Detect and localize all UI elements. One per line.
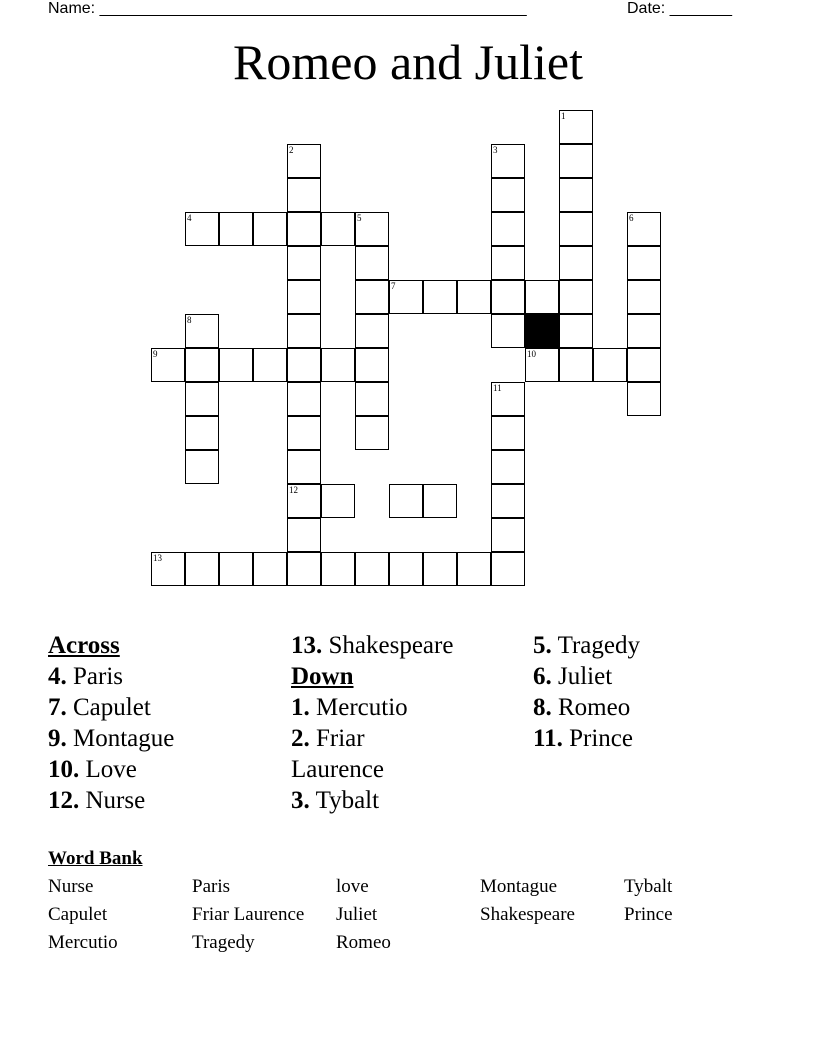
grid-cell[interactable] bbox=[491, 246, 525, 280]
clue-number: 6 bbox=[629, 213, 634, 223]
date-field-label: Date: _______ bbox=[627, 0, 732, 17]
word-bank-item: Capulet bbox=[48, 904, 108, 925]
word-bank-item: Shakespeare bbox=[480, 904, 575, 925]
clue-number: 7 bbox=[391, 281, 396, 291]
clue-across-7: 7. Capulet bbox=[48, 694, 151, 721]
grid-cell[interactable] bbox=[491, 212, 525, 246]
grid-cell[interactable] bbox=[185, 348, 219, 382]
word-bank-item: Mercutio bbox=[48, 932, 118, 953]
grid-cell[interactable] bbox=[219, 348, 253, 382]
grid-cell[interactable] bbox=[287, 144, 321, 178]
clue-number: 4 bbox=[187, 213, 192, 223]
word-bank bbox=[48, 875, 768, 965]
grid-cell[interactable] bbox=[491, 382, 525, 416]
grid-cell[interactable] bbox=[253, 212, 287, 246]
grid-cell[interactable] bbox=[491, 552, 525, 586]
grid-cell[interactable] bbox=[287, 416, 321, 450]
word-bank-item: Romeo bbox=[336, 932, 391, 953]
grid-cell[interactable] bbox=[185, 552, 219, 586]
word-bank-item: Friar Laurence bbox=[192, 904, 305, 925]
grid-cell[interactable] bbox=[559, 144, 593, 178]
clues-column-3 bbox=[533, 630, 768, 754]
grid-cell[interactable] bbox=[627, 280, 661, 314]
grid-cell[interactable] bbox=[287, 314, 321, 348]
clue-down-6: 6. Juliet bbox=[533, 663, 613, 690]
grid-cell[interactable] bbox=[559, 178, 593, 212]
grid-cell[interactable] bbox=[491, 518, 525, 552]
grid-cell[interactable] bbox=[627, 382, 661, 416]
clues-column-1 bbox=[48, 630, 283, 816]
grid-cell[interactable] bbox=[389, 552, 423, 586]
word-bank-item: Juliet bbox=[336, 904, 378, 925]
grid-cell[interactable] bbox=[559, 212, 593, 246]
grid-cell[interactable] bbox=[321, 484, 355, 518]
clue-down-11: 11. Prince bbox=[533, 725, 633, 752]
word-bank-title: Word Bank bbox=[48, 848, 143, 869]
grid-cell[interactable] bbox=[627, 246, 661, 280]
clue-down-5: 5. Tragedy bbox=[533, 632, 640, 659]
word-bank-item: love bbox=[336, 876, 369, 897]
grid-cell[interactable] bbox=[491, 450, 525, 484]
clue-down-1: 1. Mercutio bbox=[291, 694, 408, 721]
grid-cell[interactable] bbox=[253, 552, 287, 586]
grid-cell[interactable] bbox=[355, 246, 389, 280]
grid-cell[interactable] bbox=[287, 280, 321, 314]
clue-number: 9 bbox=[153, 349, 158, 359]
grid-cell[interactable] bbox=[627, 212, 661, 246]
clue-number: 12 bbox=[289, 485, 298, 495]
grid-cell[interactable] bbox=[491, 178, 525, 212]
grid-cell[interactable] bbox=[559, 280, 593, 314]
grid-cell[interactable] bbox=[389, 280, 423, 314]
grid-cell[interactable] bbox=[219, 212, 253, 246]
grid-cell[interactable] bbox=[491, 416, 525, 450]
grid-cell[interactable] bbox=[355, 416, 389, 450]
grid-cell[interactable] bbox=[355, 552, 389, 586]
clue-number: 8 bbox=[187, 315, 192, 325]
grid-cell[interactable] bbox=[287, 382, 321, 416]
grid-cell[interactable] bbox=[287, 246, 321, 280]
clue-across-4: 4. Paris bbox=[48, 663, 123, 690]
grid-cell[interactable] bbox=[559, 314, 593, 348]
grid-cell[interactable] bbox=[423, 280, 457, 314]
grid-cell[interactable] bbox=[525, 348, 559, 382]
grid-cell[interactable] bbox=[287, 518, 321, 552]
grid-cell[interactable] bbox=[559, 110, 593, 144]
word-bank-item: Prince bbox=[624, 904, 673, 925]
grid-cell[interactable] bbox=[457, 280, 491, 314]
grid-cell[interactable] bbox=[355, 212, 389, 246]
word-bank-item: Paris bbox=[192, 876, 230, 897]
grid-cell[interactable] bbox=[185, 382, 219, 416]
down-heading: Down bbox=[291, 663, 354, 690]
grid-cell[interactable] bbox=[355, 314, 389, 348]
grid-cell[interactable] bbox=[491, 144, 525, 178]
grid-cell[interactable] bbox=[321, 212, 355, 246]
clue-number: 1 bbox=[561, 111, 566, 121]
clue-down-2: 2. Friar Laurence bbox=[291, 725, 384, 783]
clue-number: 5 bbox=[357, 213, 362, 223]
clue-across-10: 10. Love bbox=[48, 756, 137, 783]
grid-cell[interactable] bbox=[491, 314, 525, 348]
grid-cell[interactable] bbox=[355, 382, 389, 416]
grid-cell[interactable] bbox=[593, 348, 627, 382]
clue-across-12: 12. Nurse bbox=[48, 787, 146, 814]
grid-cell[interactable] bbox=[559, 348, 593, 382]
grid-cell[interactable] bbox=[491, 280, 525, 314]
black-cell bbox=[525, 314, 559, 348]
grid-cell[interactable] bbox=[185, 450, 219, 484]
grid-cell[interactable] bbox=[389, 484, 423, 518]
page-title: Romeo and Juliet bbox=[233, 34, 583, 90]
word-bank-item: Montague bbox=[480, 876, 558, 897]
grid-cell[interactable] bbox=[559, 246, 593, 280]
grid-cell[interactable] bbox=[491, 484, 525, 518]
grid-cell[interactable] bbox=[457, 552, 491, 586]
grid-cell[interactable] bbox=[355, 280, 389, 314]
grid-cell[interactable] bbox=[151, 348, 185, 382]
grid-cell[interactable] bbox=[355, 348, 389, 382]
clue-across-9: 9. Montague bbox=[48, 725, 175, 752]
word-bank-item: Nurse bbox=[48, 876, 94, 897]
clue-number: 3 bbox=[493, 145, 498, 155]
grid-cell[interactable] bbox=[287, 450, 321, 484]
clue-down-3: 3. Tybalt bbox=[291, 787, 380, 814]
clue-down-8: 8. Romeo bbox=[533, 694, 631, 721]
grid-cell[interactable] bbox=[321, 552, 355, 586]
grid-cell[interactable] bbox=[627, 348, 661, 382]
grid-cell[interactable] bbox=[287, 212, 321, 246]
word-bank-item: Tragedy bbox=[192, 932, 255, 953]
grid-cell[interactable] bbox=[253, 348, 287, 382]
grid-cell[interactable] bbox=[627, 314, 661, 348]
word-bank-item: Tybalt bbox=[624, 876, 673, 897]
grid-cell[interactable] bbox=[287, 552, 321, 586]
grid-cell[interactable] bbox=[287, 178, 321, 212]
grid-cell[interactable] bbox=[423, 484, 457, 518]
grid-cell[interactable] bbox=[321, 348, 355, 382]
grid-cell[interactable] bbox=[287, 484, 321, 518]
grid-cell[interactable] bbox=[151, 552, 185, 586]
clue-number: 11 bbox=[493, 383, 502, 393]
clue-across-13: 13. Shakespeare bbox=[291, 632, 454, 659]
clue-number: 10 bbox=[527, 349, 536, 359]
clue-number: 13 bbox=[153, 553, 162, 563]
grid-cell[interactable] bbox=[185, 212, 219, 246]
grid-cell[interactable] bbox=[525, 280, 559, 314]
clues-column-2 bbox=[291, 630, 526, 816]
name-field-label: Name: ________________________________________________ bbox=[48, 0, 527, 17]
grid-cell[interactable] bbox=[423, 552, 457, 586]
grid-cell[interactable] bbox=[185, 314, 219, 348]
clue-number: 2 bbox=[289, 145, 294, 155]
grid-cell[interactable] bbox=[185, 416, 219, 450]
across-heading: Across bbox=[48, 632, 120, 659]
grid-cell[interactable] bbox=[287, 348, 321, 382]
grid-cell[interactable] bbox=[219, 552, 253, 586]
